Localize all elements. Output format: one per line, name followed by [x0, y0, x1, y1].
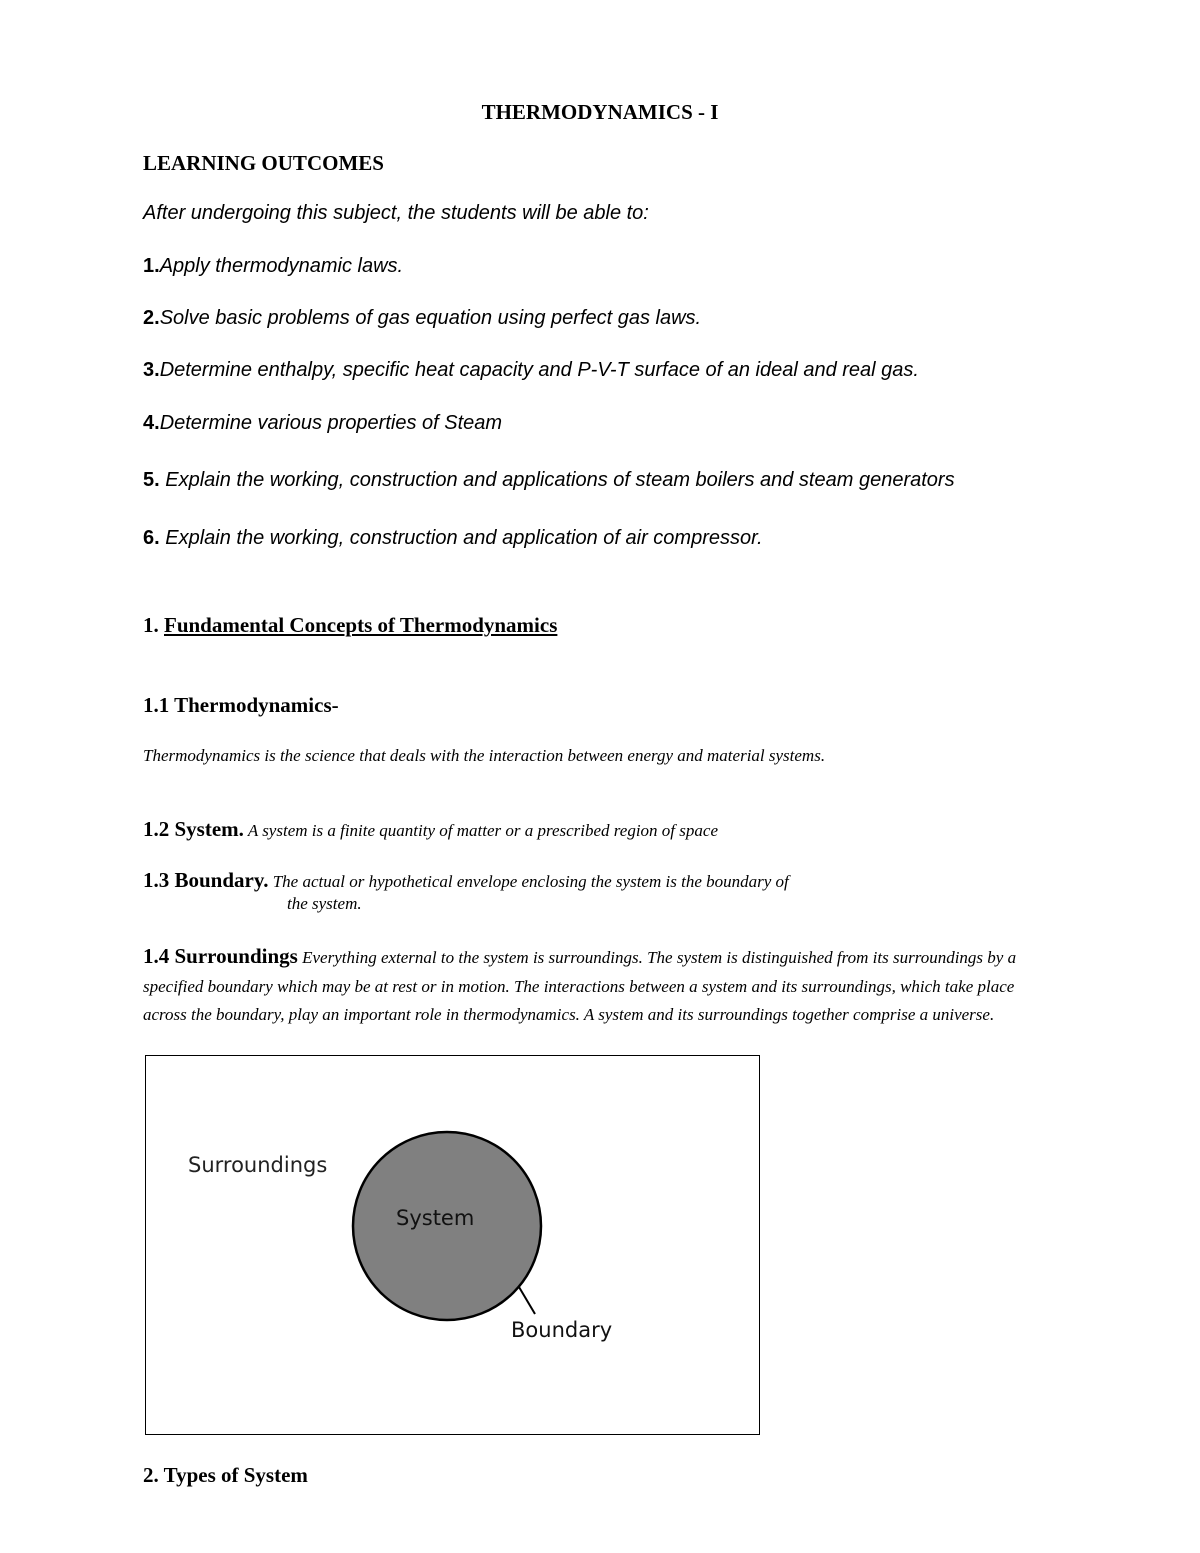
outcome-item [143, 412, 502, 435]
outcome-number: 6. [143, 527, 160, 549]
boundary-label: 1.3 Boundary. [143, 868, 269, 892]
system-boundary-diagram [145, 1055, 760, 1435]
learning-outcomes-intro: After undergoing this subject, the students will be able to: [143, 202, 649, 224]
boundary-label: Boundary [511, 1318, 613, 1342]
system-definition [143, 817, 718, 842]
section-1-heading [143, 613, 557, 638]
surroundings-label: 1.4 Surroundings [143, 944, 298, 968]
section-1-number: 1. [143, 613, 164, 637]
outcome-number: 2. [143, 307, 160, 329]
boundary-definition [143, 868, 789, 893]
outcome-number: 3. [143, 359, 160, 381]
section-2-heading: 2. Types of System [143, 1463, 308, 1487]
boundary-text: The actual or hypothetical envelope enclosing the system is the boundary of [268, 872, 789, 891]
outcome-text: Determine enthalpy, specific heat capacity and P-V-T surface of an ideal and real gas. [159, 359, 919, 381]
outcome-text: Solve basic problems of gas equation using perfect gas laws. [159, 307, 702, 329]
system-text: A system is a finite quantity of matter or a prescribed region of space [243, 821, 718, 840]
section-1-title: Fundamental Concepts of Thermodynamics [164, 613, 558, 637]
outcome-text: Explain the working, construction and applications of steam boilers and steam generators [159, 469, 955, 491]
surroundings-text: Everything external to the system is surroundings. The system is distinguished from its surroundings by a specified boundary which may be at rest or in motion. The interactions between a system and its surroundings, which take place across the boundary, play an important role in thermodynamics. A system and its surroundings together comprise a universe. [143, 948, 1017, 1024]
system-label: 1.2 System. [143, 817, 244, 841]
boundary-text-continued: the system. [287, 894, 362, 913]
outcome-item [143, 359, 919, 382]
learning-outcomes-heading: LEARNING OUTCOMES [143, 151, 384, 175]
outcome-item [143, 255, 403, 278]
outcome-item [143, 527, 763, 550]
subsection-1-1-heading: 1.1 Thermodynamics- [143, 693, 339, 717]
system-label: System [396, 1206, 475, 1230]
thermodynamics-definition: Thermodynamics is the science that deals with the interaction between energy and material systems. [143, 746, 826, 765]
outcome-number: 1. [143, 255, 160, 277]
page-title: THERMODYNAMICS - I [481, 100, 719, 124]
diagram-svg [146, 1056, 758, 1433]
outcome-item [143, 469, 955, 492]
boundary-pointer-line [519, 1287, 535, 1314]
outcome-number: 4. [143, 412, 160, 434]
surroundings-label: Surroundings [188, 1153, 328, 1177]
outcome-item [143, 307, 701, 330]
outcome-number: 5. [143, 469, 160, 491]
outcome-text: Determine various properties of Steam [159, 412, 503, 434]
outcome-text: Explain the working, construction and application of air compressor. [159, 527, 763, 549]
surroundings-definition [143, 942, 1053, 1030]
outcome-text: Apply thermodynamic laws. [159, 255, 404, 277]
